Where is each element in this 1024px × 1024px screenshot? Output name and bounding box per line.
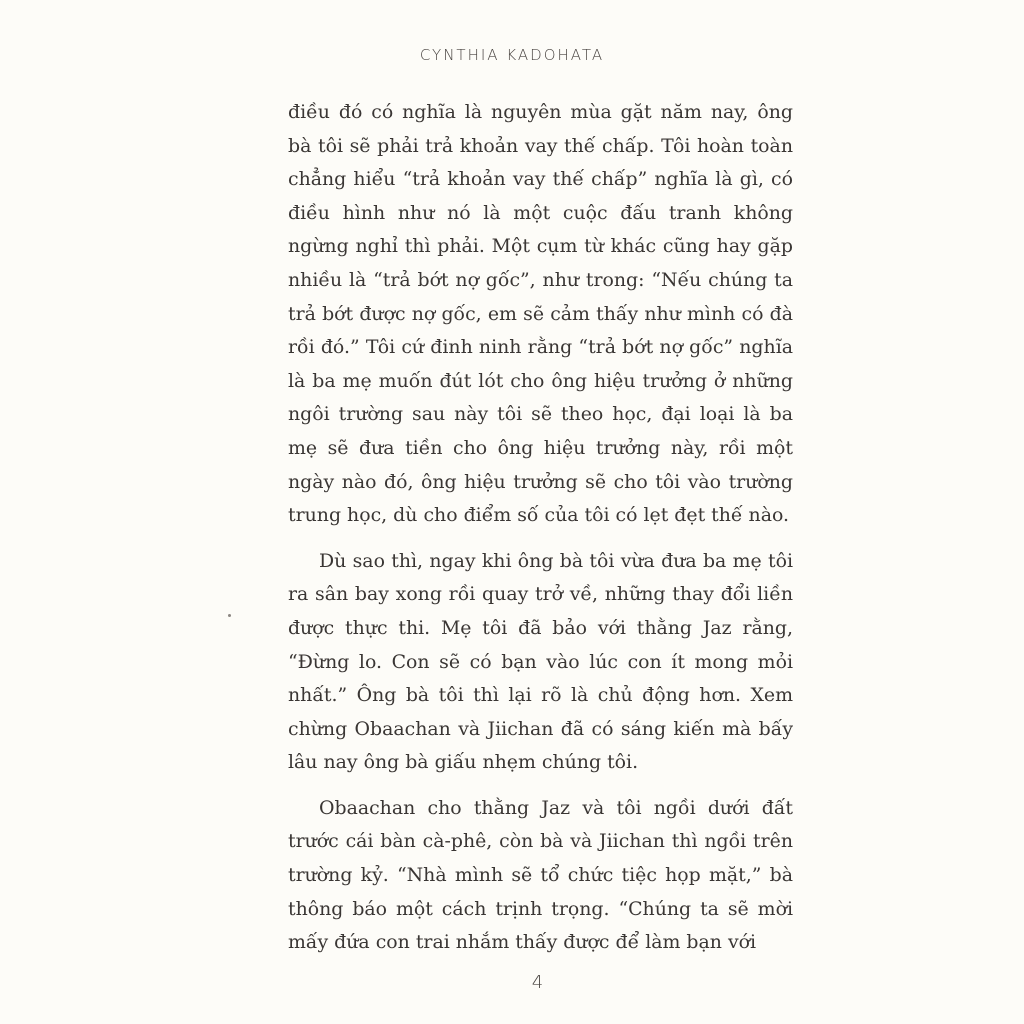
running-head-author: CYNTHIA KADOHATA xyxy=(419,46,605,64)
page-number: 4 xyxy=(531,972,544,993)
paragraph-2: Dù sao thì, ngay khi ông bà tôi vừa đưa ba mẹ tôi ra sân bay xong rồi quay trở về, những thay đổi liền được thực thi. Mẹ tôi đã bảo với thằng Jaz rằng, “Đừng lo. Con sẽ có bạn vào lúc con ít mong mỏi nhất.” Ông bà tôi thì lại rõ là chủ động hơn. Xem chừng Obaachan và Jiichan đã có sáng kiến mà bấy lâu nay ông bà giấu nhẹm chúng tôi. xyxy=(288,549,793,774)
paper-speck xyxy=(228,614,231,617)
body-text xyxy=(288,96,793,960)
paragraph-3: Obaachan cho thằng Jaz và tôi ngồi dưới đất trước cái bàn cà-phê, còn bà và Jiichan thì ngồi trên trường kỷ. “Nhà mình sẽ tổ chức tiệc họp mặt,” bà thông báo một cách trịnh trọng. “Chúng ta sẽ mời mấy đứa con trai nhắm thấy được để làm bạn với xyxy=(288,796,793,954)
paragraph-1: điều đó có nghĩa là nguyên mùa gặt năm nay, ông bà tôi sẽ phải trả khoản vay thế chấp. Tôi hoàn toàn chẳng hiểu “trả khoản vay thế chấp” nghĩa là gì, có điều hình như nó là một cuộc đấu tranh không ngừng nghỉ thì phải. Một cụm từ khác cũng hay gặp nhiều là “trả bớt nợ gốc”, như trong: “Nếu chúng ta trả bớt được nợ gốc, em sẽ cảm thấy như mình có đà rồi đó.” Tôi cứ đinh ninh rằng “trả bớt nợ gốc” nghĩa là ba mẹ muốn đút lót cho ông hiệu trưởng ở những ngôi trường sau này tôi sẽ theo học, đại loại là ba mẹ sẽ đưa tiền cho ông hiệu trưởng này, rồi một ngày nào đó, ông hiệu trưởng sẽ cho tôi vào trường trung học, dù cho điểm số của tôi có lẹt đẹt thế nào. xyxy=(288,101,793,527)
